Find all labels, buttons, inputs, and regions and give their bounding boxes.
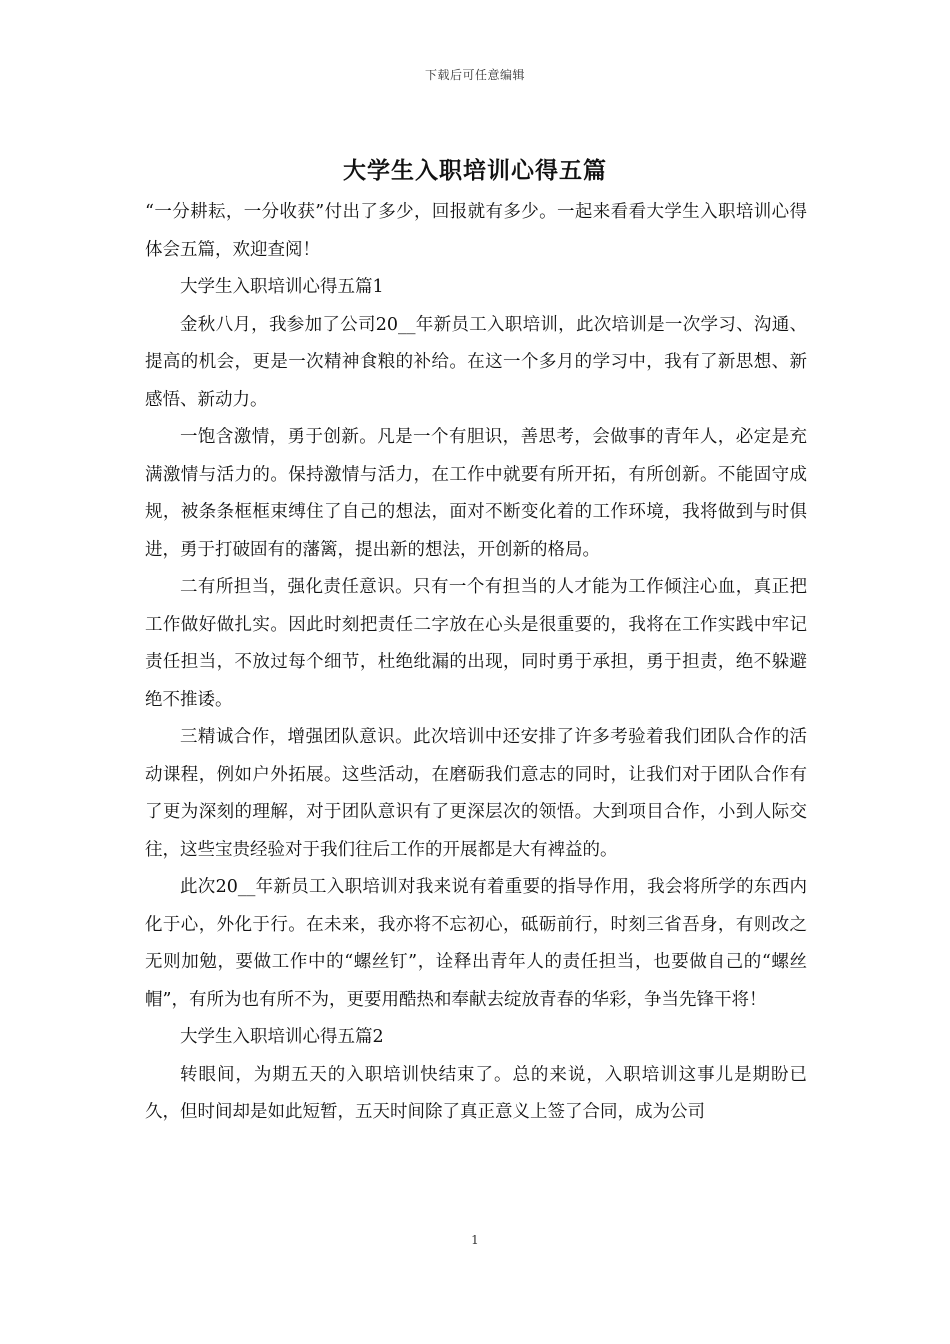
paragraph-5: 此次20__年新员工入职培训对我来说有着重要的指导作用，我会将所学的东西内化于心，外化于行。在未来，我亦将不忘初心，砥砺前行，时刻三省吾身，有则改之无则加勉，要做工作中的“螺丝钉”，诠释出青年人的责任担当，也要做自己的“螺丝帽”，有所为也有所不为，更要用酷热和奉献去绽放青春的华彩，争当先锋干将！ (145, 877, 807, 1010)
paragraph-4: 三精诚合作，增强团队意识。此次培训中还安排了许多考验着我们团队合作的活动课程，例如户外拓展。这些活动，在磨砺我们意志的同时，让我们对于团队合作有了更为深刻的理解，对于团队意识有了更深层次的领悟。大到项目合作，小到人际交往，这些宝贵经验对于我们往后工作的开展都是大有裨益的。 (145, 727, 807, 860)
intro-paragraph: “一分耕耘，一分收获”付出了多少，回报就有多少。一起来看看大学生入职培训心得体会五篇，欢迎查阅！ (145, 202, 807, 260)
page-title: 大学生入职培训心得五篇 (343, 157, 607, 184)
paragraph-6: 转眼间，为期五天的入职培训快结束了。总的来说，入职培训这事儿是期盼已久，但时间却是如此短暂，五天时间除了真正意义上签了合同，成为公司 (145, 1064, 807, 1122)
page-number: 1 (471, 1233, 479, 1247)
paragraph-1: 金秋八月，我参加了公司20__年新员工入职培训，此次培训是一次学习、沟通、提高的机会，更是一次精神食粮的补给。在这一个多月的学习中，我有了新思想、新感悟、新动力。 (145, 314, 807, 410)
document-body (145, 194, 807, 1132)
header-note: 下载后可任意编辑 (424, 68, 525, 82)
paragraph-2: 一饱含激情，勇于创新。凡是一个有胆识，善思考，会做事的青年人，必定是充满激情与活力的。保持激情与活力，在工作中就要有所开拓，有所创新。不能固守成规，被条条框框束缚住了自己的想法，面对不断变化着的工作环境，我将做到与时俱进，勇于打破固有的藩篱，提出新的想法，开创新的格局。 (145, 427, 807, 560)
section-heading-2: 大学生入职培训心得五篇2 (180, 1027, 384, 1047)
section-heading-1: 大学生入职培训心得五篇1 (180, 277, 384, 297)
paragraph-3: 二有所担当，强化责任意识。只有一个有担当的人才能为工作倾注心血，真正把工作做好做扎实。因此时刻把责任二字放在心头是很重要的，我将在工作实践中牢记责任担当，不放过每个细节，杜绝纰漏的出现，同时勇于承担，勇于担责，绝不躲避绝不推诿。 (145, 577, 807, 710)
